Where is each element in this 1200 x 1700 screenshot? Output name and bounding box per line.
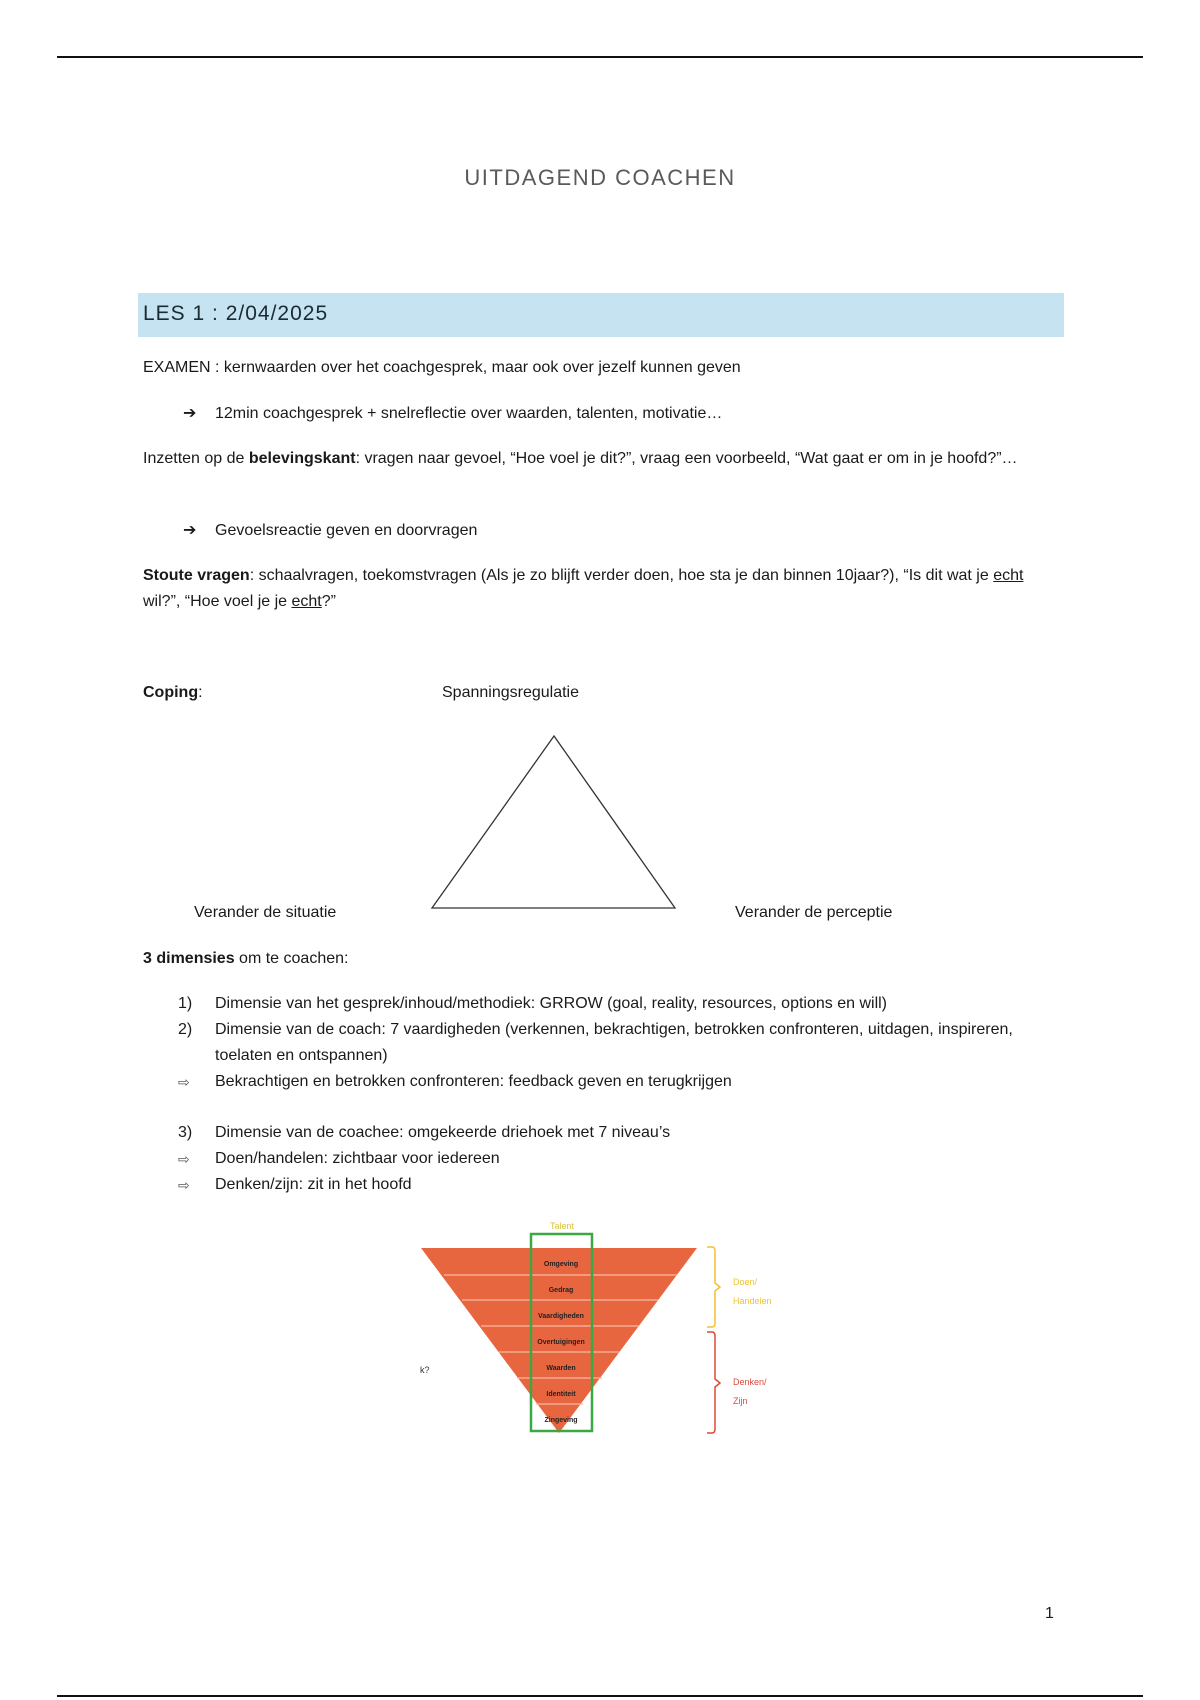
arrow-item-1 [183, 401, 722, 427]
top-rule [57, 56, 1143, 58]
side-fragment: k? [420, 1365, 430, 1375]
inverted-pyramid-figure [415, 1215, 795, 1450]
hollow-arrow-icon: ⇨ [178, 1074, 190, 1090]
lesson-heading-text: LES 1 : 2/04/2025 [143, 302, 329, 325]
list-item: 2) Dimensie van de coach: 7 vaardigheden (verkennen, bekrachtigen, betrokken confronteren, uitdagen, inspireren, toelaten en ontspannen) [178, 1021, 1013, 1064]
coping-right-label: Verander de perceptie [735, 904, 893, 921]
denken-label-1: Denken/ [733, 1377, 767, 1387]
list-item: ⇨ Denken/zijn: zit in het hoofd [178, 1172, 1048, 1198]
examen-paragraph: EXAMEN : kernwaarden over het coachgesprek, maar ook over jezelf kunnen geven [143, 359, 741, 376]
hollow-arrow-icon: ⇨ [178, 1177, 190, 1193]
level-waarden: Waarden [546, 1365, 576, 1372]
doen-label-1: Doen/ [733, 1277, 758, 1287]
arrow-item-2 [183, 518, 477, 544]
list-item: 3) Dimensie van de coachee: omgekeerde driehoek met 7 niveau’s [178, 1124, 671, 1141]
dimensions-list-a [178, 991, 1048, 1095]
level-gedrag: Gedrag [548, 1287, 574, 1294]
stoute-vragen-paragraph: Stoute vragen: schaalvragen, toekomstvragen (Als je zo blijft verder doen, hoe sta je dan binnen 10jaar?), “Is dit wat je echt wil?”, “Hoe voel je je echt?” [143, 567, 1024, 610]
belevingskant-paragraph: Inzetten op de belevingskant: vragen naar gevoel, “Hoe voel je dit?”, vraag een voorbeeld, “Wat gaat er om in je hoofd?”… [143, 450, 1018, 467]
doen-label-2: Handelen [733, 1296, 772, 1306]
denken-bracket [707, 1332, 720, 1433]
arrow-item-1-text: 12min coachgesprek + snelreflectie over waarden, talenten, motivatie… [215, 405, 723, 422]
list-item: 1) Dimensie van het gesprek/inhoud/methodiek: GRROW (goal, reality, resources, options en will) [178, 995, 887, 1012]
coping-left-label: Verander de situatie [194, 904, 337, 921]
coping-label: Coping: [143, 684, 203, 701]
denken-label-2: Zijn [733, 1396, 748, 1406]
level-vaardigheden: Vaardigheden [538, 1313, 584, 1320]
belevingskant-term: belevingskant [248, 450, 356, 467]
lesson-heading [138, 293, 1064, 337]
level-identiteit: Identiteit [546, 1391, 576, 1398]
level-zingeving: Zingeving [544, 1417, 578, 1424]
list-item: ⇨ Doen/handelen: zichtbaar voor iedereen [178, 1146, 1048, 1172]
talent-label: Talent [549, 1221, 575, 1231]
arrow-item-2-text: Gevoelsreactie geven en doorvragen [215, 522, 478, 539]
level-omgeving: Omgeving [543, 1261, 579, 1268]
coping-triangle [420, 730, 690, 915]
page-title: UITDAGEND COACHEN [464, 165, 736, 190]
doen-bracket [707, 1247, 720, 1327]
list-item: ⇨ Bekrachtigen en betrokken confronteren: feedback geven en terugkrijgen [178, 1069, 1048, 1095]
stoute-vragen-term: Stoute vragen [143, 567, 250, 584]
bottom-rule [57, 1695, 1143, 1697]
hollow-arrow-icon: ⇨ [178, 1151, 190, 1167]
coping-top-label: Spanningsregulatie [442, 684, 579, 701]
dimensions-intro: 3 dimensies om te coachen: [143, 950, 349, 967]
level-overtuigingen: Overtuigingen [537, 1339, 585, 1346]
arrow-right-icon: ➔ [183, 405, 197, 422]
page-number: 1 [1045, 1605, 1054, 1622]
dimensions-list-b [178, 1120, 1048, 1198]
arrow-right-icon: ➔ [183, 522, 197, 539]
